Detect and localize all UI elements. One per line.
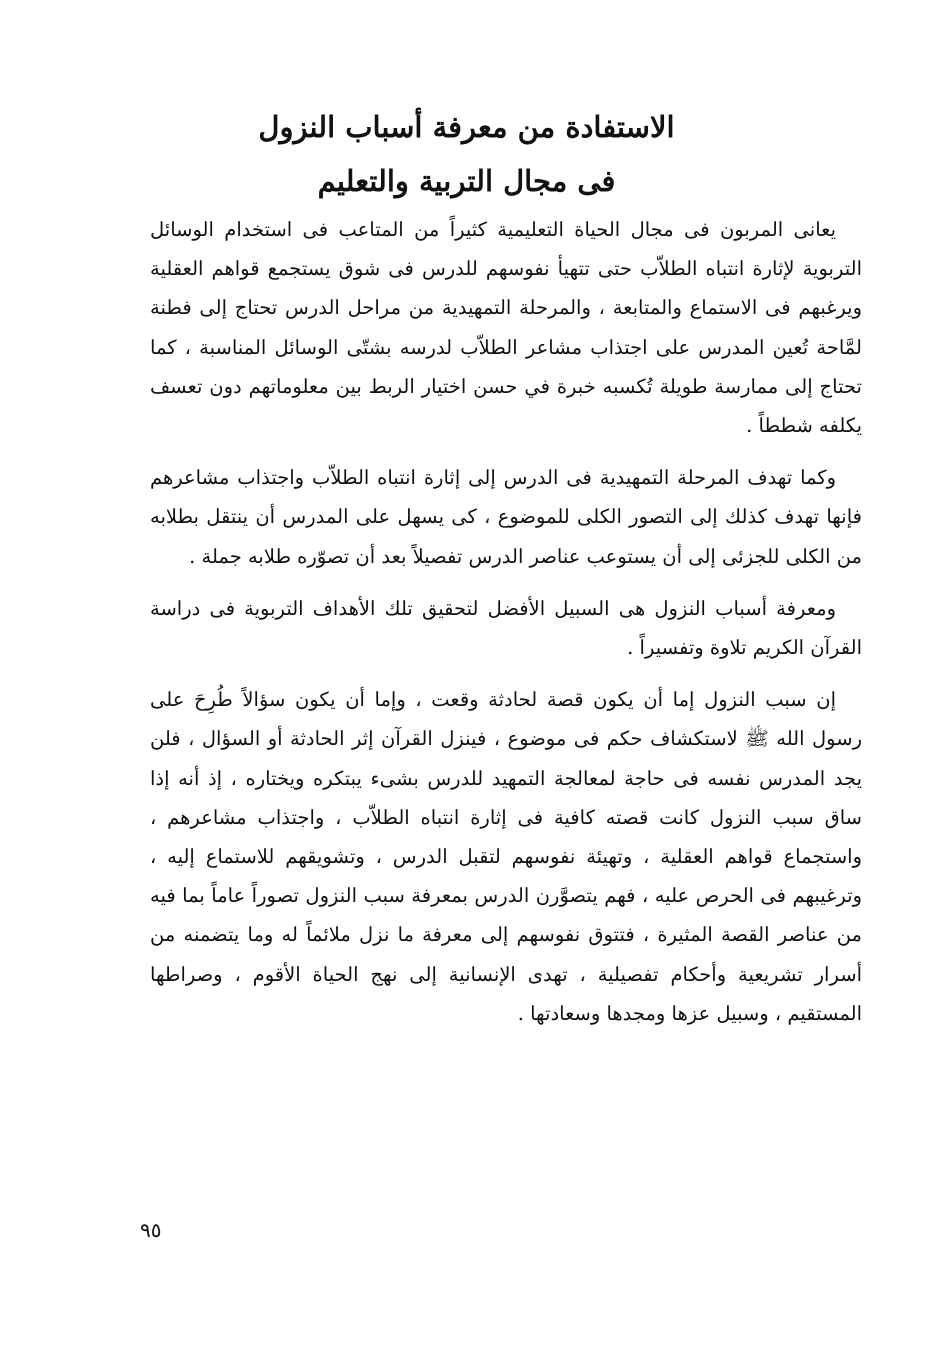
paragraph-4: إن سبب النزول إما أن يكون قصة لحادثة وقعت ، وإما أن يكون سؤالاً طُرِحَ على رسول الله ﷺ لاستكشاف حكم فى موضوع ، فينزل القرآن إثر الحادثة أو السؤال ، فلن يجد المدرس نفسه فى حاجة لمعالجة التمهيد للدرس بشىء يبتكره ويختاره ، إذ أنه إذا ساق سبب النزول كانت قصته كافية فى إثارة انتباه الطلاّب ، واجتذاب مشاعرهم ، واستجماع قواهم العقلية ، وتهيئة نفوسهم لتقبل الدرس ، وتشويقهم للاستماع إليه ، وترغيبهم فى الحرص عليه ، فهم يتصوَّرن الدرس بمعرفة سبب النزول تصوراً عاماً بما فيه من عناصر القصة المثيرة ، فتتوق نفوسهم إلى معرفة ما نزل ملائماً له وما يتضمنه من أسرار تشريعية وأحكام تفصيلية ، تهدى الإنسانية إلى نهج الحياة الأقوم ، وصراطها المستقيم ، وسبيل عزها ومجدها وسعادتها . xyxy=(150,688,862,1025)
body-text xyxy=(150,210,862,1033)
title-line-2: فى مجال التربية والتعليم xyxy=(317,164,616,198)
paragraph-3: ومعرفة أسباب النزول هى السبيل الأفضل لتحقيق تلك الأهداف التربوية فى دراسة القرآن الكريم تلاوة وتفسيراً . xyxy=(150,596,862,660)
page-number: ٩٥ xyxy=(140,1218,162,1242)
paragraph-2: وكما تهدف المرحلة التمهيدية فى الدرس إلى إثارة انتباه الطلاّب واجتذاب مشاعرهم فإنها تهدف كذلك إلى التصور الكلى للموضوع ، كى يسهل على المدرس أن ينتقل بطلابه من الكلى للجزئى إلى أن يستوعب عناصر الدرس تفصيلاً بعد أن تصوّره طلابه جملة . xyxy=(150,466,862,568)
section-title xyxy=(120,100,813,208)
title-line-1: الاستفادة من معرفة أسباب النزول xyxy=(258,110,675,144)
paragraph-1: يعانى المربون فى مجال الحياة التعليمية كثيراً من المتاعب فى استخدام الوسائل التربوية لإثارة انتباه الطلاّب حتى تتهيأ نفوسهم للدرس فى شوق يستجمع قواهم العقلية ويرغبهم فى الاستماع والمتابعة ، والمرحلة التمهيدية من مراحل الدرس تحتاج إلى فطنة لمَّاحة تُعين المدرس على اجتذاب مشاعر الطلاّب لدرسه بشتّى الوسائل المناسبة ، كما تحتاج إلى ممارسة طويلة تُكسبه خبرة في حسن اختيار الربط بين معلوماتهم دون تعسف يكلفه شططاً . xyxy=(150,218,862,438)
